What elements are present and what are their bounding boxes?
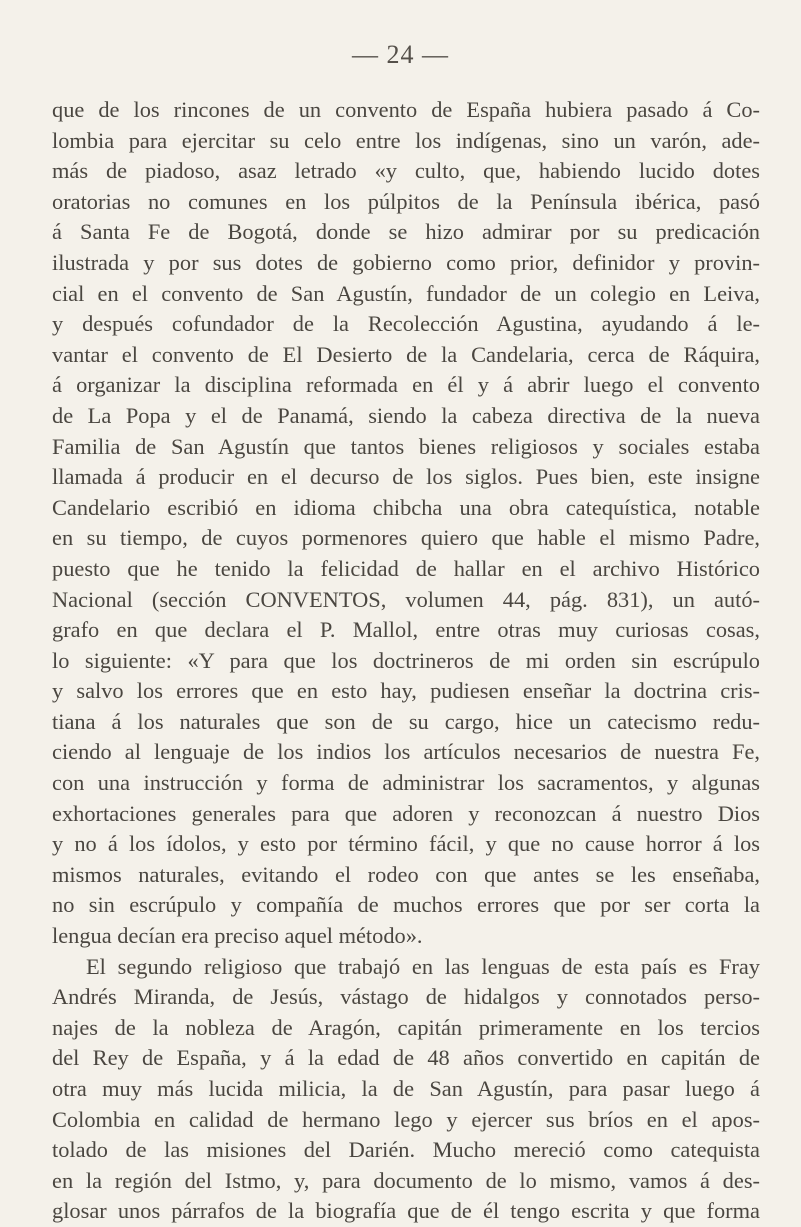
text-line: tiana á los naturales que son de su cargo, hice un catecismo redu-	[52, 708, 760, 734]
text-line: y no á los ídolos, y esto por término fácil, y que no cause horror á los	[52, 831, 760, 857]
text-line: á organizar la disciplina reformada en él y á abrir luego el convento	[52, 372, 760, 398]
text-line: puesto que he tenido la felicidad de hallar en el archivo Histórico	[52, 555, 760, 581]
text-line: ilustrada y por sus dotes de gobierno como prior, definidor y provin-	[52, 249, 760, 275]
text-line: llamada á producir en el decurso de los siglos. Pues bien, este insigne	[52, 464, 760, 490]
text-line: del Rey de España, y á la edad de 48 años convertido en capitán de	[52, 1045, 760, 1071]
text-line: tolado de las misiones del Darién. Mucho mereció como catequista	[52, 1137, 760, 1163]
text-line: lombia para ejercitar su celo entre los indígenas, sino un varón, ade-	[52, 127, 760, 153]
text-line: exhortaciones generales para que adoren y reconozcan á nuestro Dios	[52, 800, 760, 826]
text-line: no sin escrúpulo y compañía de muchos errores que por ser corta la	[52, 892, 760, 918]
text-line: glosar unos párrafos de la biografía que de él tengo escrita y que forma	[52, 1198, 760, 1224]
text-line: á Santa Fe de Bogotá, donde se hizo admirar por su predicación	[52, 219, 760, 245]
text-line: Nacional (sección CONVENTOS, volumen 44, pág. 831), un autó-	[52, 586, 760, 612]
text-line: y salvo los errores que en esto hay, pudiesen enseñar la doctrina cris-	[52, 678, 760, 704]
paragraph-1	[52, 95, 760, 952]
text-line: oratorias no comunes en los púlpitos de la Península ibérica, pasó	[52, 188, 760, 214]
text-line: y después cofundador de la Recolección Agustina, ayudando á le-	[52, 311, 760, 337]
text-line: cial en el convento de San Agustín, fundador de un colegio en Leiva,	[52, 280, 760, 306]
text-line: de La Popa y el de Panamá, siendo la cabeza directiva de la nueva	[52, 402, 760, 428]
text-line: otra muy más lucida milicia, la de San Agustín, para pasar luego á	[52, 1076, 760, 1101]
body-text	[52, 95, 760, 1227]
paragraph-2	[52, 952, 760, 1227]
text-line: Candelario escribió en idioma chibcha una obra catequística, notable	[52, 494, 760, 520]
text-line: vantar el convento de El Desierto de la Candelaria, cerca de Ráquira,	[52, 341, 760, 367]
text-line: Familia de San Agustín que tantos bienes religiosos y sociales estaba	[52, 433, 760, 459]
text-line: El segundo religioso que trabajó en las lenguas de esta país es Fray	[86, 953, 760, 979]
text-line: en la región del Istmo, y, para documento de lo mismo, vamos á des-	[52, 1167, 760, 1193]
text-line: lo siguiente: «Y para que los doctrineros de mi orden sin escrúpulo	[52, 647, 760, 673]
text-line: más de piadoso, asaz letrado «y culto, que, habiendo lucido dotes	[52, 158, 760, 184]
text-line: que de los rincones de un convento de España hubiera pasado á Co-	[52, 97, 760, 122]
text-line: lengua decían era preciso aquel método».	[52, 923, 423, 949]
text-line: mismos naturales, evitando el rodeo con que antes se les enseñaba,	[52, 861, 760, 887]
text-line: Colombia en calidad de hermano lego y ejercer sus bríos en el apos-	[52, 1106, 760, 1132]
text-line: con una instrucción y forma de administrar los sacramentos, y algunas	[52, 770, 760, 796]
text-line: en su tiempo, de cuyos pormenores quiero que hable el mismo Padre,	[52, 525, 760, 551]
page-number: — 24 —	[352, 40, 449, 69]
text-line: najes de la nobleza de Aragón, capitán primeramente en los tercios	[52, 1014, 760, 1040]
text-line: grafo en que declara el P. Mallol, entre otras muy curiosas cosas,	[52, 617, 760, 643]
text-line: ciendo al lenguaje de los indios los artículos necesarios de nuestra Fe,	[52, 739, 760, 765]
text-line: Andrés Miranda, de Jesús, vástago de hidalgos y connotados perso-	[52, 984, 760, 1010]
